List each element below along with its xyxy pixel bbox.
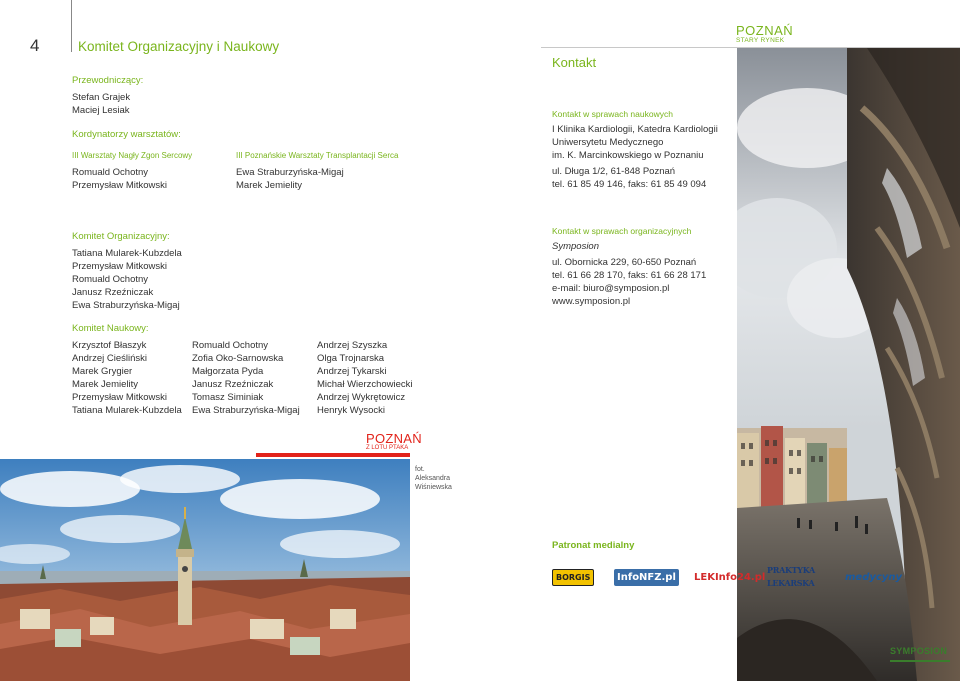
chairmen-label: Przewodniczący: [72, 75, 144, 86]
coordinator-name: Romuald Ochotny [72, 167, 149, 178]
coordinators-section [72, 128, 181, 141]
member-name: Tatiana Mularek-Kubzdela [72, 405, 182, 416]
medycyny-logo[interactable] [845, 568, 902, 586]
coordinators-col1 [72, 149, 192, 192]
member-name: Andrzej Wykrętowicz [317, 392, 406, 403]
member-name: Przemysław Mitkowski [72, 392, 168, 403]
aerial-photo [0, 459, 410, 681]
contact-line: ul. Długa 1/2, 61-848 Poznań [552, 166, 676, 177]
symposion-logo-text: SYMPOSION [890, 646, 948, 656]
scientific-col2 [192, 339, 300, 417]
aerial-title: POZNAŃ [366, 431, 422, 446]
lekinfo-logo-mark: LEKInfo24.pl [694, 571, 766, 583]
organizing-committee-label: Komitet Organizacyjny: [72, 231, 170, 242]
aerial-subtitle: Z LOTU PTAKA [366, 445, 409, 451]
infonfz-logo[interactable] [614, 568, 674, 586]
credit-first-name: Aleksandra [415, 475, 451, 482]
infonfz-logo-mark: InfoNFZ.pl [614, 569, 679, 586]
scientific-col3 [317, 339, 413, 417]
contact-title: Kontakt [552, 55, 597, 70]
member-name: Zofia Oko-Sarnowska [192, 353, 284, 364]
member-name: Janusz Rzeźniczak [192, 379, 274, 390]
member-name: Romuald Ochotny [72, 274, 149, 285]
chairman-name: Stefan Grajek [72, 92, 131, 103]
borgis-logo[interactable] [552, 568, 592, 586]
organizational-contact [552, 225, 706, 308]
credit-last-name: Wiśniewska [415, 484, 452, 491]
member-name: Andrzej Tykarski [317, 366, 387, 377]
chairman-name: Maciej Lesiak [72, 105, 130, 116]
credit-prefix: fot. [415, 466, 425, 473]
symposion-logo-rule [890, 660, 950, 662]
member-name: Tomasz Siminiak [192, 392, 264, 403]
media-patronage-label: Patronat medialny [552, 540, 635, 551]
member-name: Janusz Rzeźniczak [72, 287, 154, 298]
member-name: Przemysław Mitkowski [72, 261, 168, 272]
aerial-caption [366, 431, 422, 452]
coordinators-col2 [236, 149, 398, 192]
member-name: Andrzej Cieśliński [72, 353, 147, 364]
scientific-committee-label: Komitet Naukowy: [72, 323, 149, 334]
scientific-contact-label: Kontakt w sprawach naukowych [552, 109, 673, 119]
member-name: Małgorzata Pyda [192, 366, 264, 377]
member-name: Krzysztof Błaszyk [72, 340, 147, 351]
member-name: Marek Jemielity [72, 379, 138, 390]
member-name: Henryk Wysocki [317, 405, 386, 416]
contact-line: ul. Obornicka 229, 60-650 Poznań [552, 257, 697, 268]
contact-email[interactable]: e-mail: biuro@symposion.pl [552, 283, 670, 294]
lekinfo-logo[interactable] [694, 568, 766, 586]
workshop-title: III Poznańskie Warsztaty Transplantacji Serca [236, 151, 399, 160]
contact-line: im. K. Marcinkowskiego w Poznaniu [552, 150, 704, 161]
member-name: Ewa Straburzyńska-Migaj [72, 300, 180, 311]
contact-line: I Klinika Kardiologii, Katedra Kardiologii [552, 124, 718, 135]
contact-line: Uniwersytetu Medycznego [552, 137, 664, 148]
praktyka-logo-mark: PRAKTYKA LEKARSKA [767, 565, 815, 588]
scientific-col1 [72, 339, 182, 417]
company-name: Symposion [552, 241, 599, 252]
aerial-caption-rule [256, 453, 410, 457]
coordinator-name: Marek Jemielity [236, 180, 302, 191]
borgis-logo-mark: BORGIS [552, 569, 594, 586]
symposion-logo [890, 645, 952, 673]
contact-line: tel. 61 66 28 170, faks: 61 66 28 171 [552, 270, 707, 281]
praktyka-lekarska-logo[interactable] [767, 565, 827, 588]
medycyny-logo-mark: medycyny [845, 571, 902, 583]
old-market-title: POZNAŃ [736, 23, 794, 38]
coordinator-name: Przemysław Mitkowski [72, 180, 168, 191]
member-name: Andrzej Szyszka [317, 340, 388, 351]
organizational-contact-label: Kontakt w sprawach organizacyjnych [552, 226, 692, 236]
scientific-committee [72, 322, 149, 335]
photo-credit [415, 465, 452, 492]
chairmen-section [72, 74, 143, 117]
contact-website[interactable]: www.symposion.pl [552, 296, 631, 307]
header-divider [71, 0, 72, 52]
organizing-committee [72, 230, 182, 312]
scientific-contact [552, 108, 718, 191]
contact-line: tel. 61 85 49 146, faks: 61 85 49 094 [552, 179, 707, 190]
member-name: Michał Wierzchowiecki [317, 379, 413, 390]
coordinators-label: Kordynatorzy warsztatów: [72, 129, 181, 140]
page-number: 4 [30, 36, 40, 55]
member-name: Romuald Ochotny [192, 340, 269, 351]
member-name: Olga Trojnarska [317, 353, 385, 364]
aerial-photo-image [0, 459, 410, 681]
coordinator-name: Ewa Straburzyńska-Migaj [236, 167, 344, 178]
member-name: Ewa Straburzyńska-Migaj [192, 405, 300, 416]
page-title: Komitet Organizacyjny i Naukowy [78, 39, 280, 54]
member-name: Marek Grygier [72, 366, 133, 377]
member-name: Tatiana Mularek-Kubzdela [72, 248, 182, 259]
old-market-subtitle: STARY RYNEK [736, 37, 785, 44]
workshop-title: III Warsztaty Nagły Zgon Sercowy [72, 151, 193, 160]
old-market-caption [736, 24, 796, 44]
